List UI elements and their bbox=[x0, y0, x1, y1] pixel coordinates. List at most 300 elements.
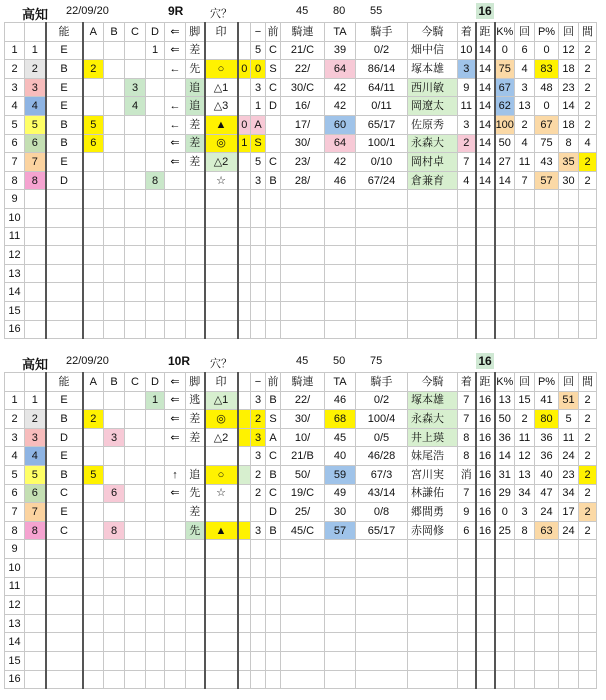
cell-noh: E bbox=[46, 97, 83, 116]
cell-kan bbox=[579, 596, 597, 615]
cell-kiren bbox=[281, 301, 325, 320]
cell-minus bbox=[251, 614, 266, 633]
column-header: 騎連 bbox=[281, 373, 325, 392]
cell-ima bbox=[408, 577, 458, 596]
cell-b bbox=[104, 115, 125, 134]
cell-waku: 1 bbox=[25, 41, 46, 60]
cell-chaku: 3 bbox=[458, 115, 476, 134]
cell-kai bbox=[515, 596, 535, 615]
cell-kyaku: 差 bbox=[186, 115, 205, 134]
cell-mark: 0 bbox=[238, 115, 251, 134]
cell-mark bbox=[238, 171, 251, 190]
cell-a bbox=[83, 391, 104, 410]
cell-kyaku bbox=[186, 227, 205, 246]
cell-minus: 0 bbox=[251, 60, 266, 79]
cell-kyaku bbox=[186, 447, 205, 466]
cell-kishu: 100/4 bbox=[356, 410, 408, 429]
cell-minus bbox=[251, 320, 266, 339]
cell-mae: C bbox=[266, 78, 281, 97]
cell-no: 16 bbox=[5, 670, 25, 689]
cell-shirushi bbox=[205, 596, 238, 615]
cell-kai bbox=[515, 246, 535, 265]
cell-kan bbox=[579, 651, 597, 670]
race-place: 高知 bbox=[22, 7, 49, 22]
cell-a bbox=[83, 503, 104, 522]
cell-noh bbox=[46, 246, 83, 265]
column-header: 回 bbox=[515, 23, 535, 42]
cell-kishu: 65/17 bbox=[356, 115, 408, 134]
cell-ta: 57 bbox=[325, 521, 356, 540]
column-header: 距 bbox=[476, 373, 495, 392]
cell-pp bbox=[535, 301, 559, 320]
cell-b bbox=[104, 171, 125, 190]
cell-kai2: 24 bbox=[559, 521, 579, 540]
cell-kai: 13 bbox=[515, 465, 535, 484]
cell-c bbox=[125, 171, 146, 190]
cell-pp bbox=[535, 577, 559, 596]
cell-d bbox=[146, 651, 165, 670]
cell-mark bbox=[238, 301, 251, 320]
race-race: 10R bbox=[168, 354, 191, 368]
cell-kishu: 0/5 bbox=[356, 428, 408, 447]
cell-shirushi bbox=[205, 301, 238, 320]
cell-d: 1 bbox=[146, 391, 165, 410]
cell-mark bbox=[238, 190, 251, 209]
cell-noh: B bbox=[46, 60, 83, 79]
cell-kyaku: 追 bbox=[186, 97, 205, 116]
cell-kai bbox=[515, 577, 535, 596]
cell-waku bbox=[25, 190, 46, 209]
cell-minus: 5 bbox=[251, 41, 266, 60]
cell-waku bbox=[25, 264, 46, 283]
cell-kai2 bbox=[559, 577, 579, 596]
cell-kp bbox=[495, 227, 515, 246]
column-header: B bbox=[104, 23, 125, 42]
cell-kiren: 28/ bbox=[281, 171, 325, 190]
cell-waku bbox=[25, 540, 46, 559]
cell-kai2 bbox=[559, 246, 579, 265]
cell-kyori bbox=[476, 633, 495, 652]
cell-kai2 bbox=[559, 283, 579, 302]
cell-pp: 75 bbox=[535, 134, 559, 153]
cell-mark: 0 bbox=[238, 60, 251, 79]
cell-pp: 40 bbox=[535, 465, 559, 484]
cell-kan: 2 bbox=[579, 521, 597, 540]
cell-waku: 5 bbox=[25, 115, 46, 134]
cell-ta: 42 bbox=[325, 153, 356, 172]
cell-minus bbox=[251, 503, 266, 522]
cell-c bbox=[125, 633, 146, 652]
cell-no: 10 bbox=[5, 558, 25, 577]
cell-waku bbox=[25, 651, 46, 670]
cell-d bbox=[146, 153, 165, 172]
cell-mae bbox=[266, 190, 281, 209]
cell-pp bbox=[535, 596, 559, 615]
cell-kyaku: 差 bbox=[186, 153, 205, 172]
cell-noh bbox=[46, 670, 83, 689]
cell-kishu: 46/28 bbox=[356, 447, 408, 466]
cell-b bbox=[104, 320, 125, 339]
cell-d bbox=[146, 227, 165, 246]
cell-chaku bbox=[458, 227, 476, 246]
cell-c: 3 bbox=[125, 78, 146, 97]
cell-a bbox=[83, 596, 104, 615]
cell-noh: E bbox=[46, 391, 83, 410]
cell-a bbox=[83, 171, 104, 190]
cell-d bbox=[146, 320, 165, 339]
column-header: 距 bbox=[476, 23, 495, 42]
cell-kai2: 11 bbox=[559, 428, 579, 447]
cell-c bbox=[125, 484, 146, 503]
cell-pp: 36 bbox=[535, 428, 559, 447]
cell-shirushi: △1 bbox=[205, 391, 238, 410]
cell-kyori bbox=[476, 614, 495, 633]
column-header: 騎手 bbox=[356, 373, 408, 392]
cell-mae bbox=[266, 558, 281, 577]
race-date: 22/09/20 bbox=[66, 5, 109, 17]
cell-ima bbox=[408, 596, 458, 615]
cell-no: 14 bbox=[5, 283, 25, 302]
cell-kiren bbox=[281, 246, 325, 265]
cell-mae bbox=[266, 320, 281, 339]
cell-pp: 48 bbox=[535, 78, 559, 97]
cell-waku bbox=[25, 283, 46, 302]
cell-kiren: 21/C bbox=[281, 41, 325, 60]
cell-no: 7 bbox=[5, 153, 25, 172]
cell-a bbox=[83, 320, 104, 339]
cell-noh bbox=[46, 596, 83, 615]
table-row bbox=[5, 227, 597, 246]
cell-kai2: 8 bbox=[559, 134, 579, 153]
cell-mark bbox=[238, 540, 251, 559]
cell-chaku bbox=[458, 264, 476, 283]
table-header-row bbox=[5, 23, 597, 42]
cell-ta: 30 bbox=[325, 503, 356, 522]
table-row bbox=[5, 78, 597, 97]
cell-kai bbox=[515, 227, 535, 246]
cell-kyaku bbox=[186, 320, 205, 339]
column-header: 間 bbox=[579, 373, 597, 392]
cell-waku: 4 bbox=[25, 447, 46, 466]
cell-minus bbox=[251, 246, 266, 265]
cell-shirushi bbox=[205, 227, 238, 246]
cell-mark bbox=[238, 614, 251, 633]
cell-a bbox=[83, 447, 104, 466]
cell-kishu: 0/10 bbox=[356, 153, 408, 172]
cell-ta: 64 bbox=[325, 60, 356, 79]
cell-ta bbox=[325, 651, 356, 670]
cell-b bbox=[104, 78, 125, 97]
race-header bbox=[0, 350, 606, 372]
cell-waku bbox=[25, 301, 46, 320]
cell-c bbox=[125, 391, 146, 410]
cell-kyaku: 差 bbox=[186, 410, 205, 429]
cell-kp: 13 bbox=[495, 391, 515, 410]
cell-noh: B bbox=[46, 115, 83, 134]
cell-no: 3 bbox=[5, 78, 25, 97]
cell-b bbox=[104, 651, 125, 670]
cell-mark: 1 bbox=[238, 134, 251, 153]
column-header: 前 bbox=[266, 23, 281, 42]
cell-ima bbox=[408, 246, 458, 265]
cell-kyori: 16 bbox=[476, 503, 495, 522]
cell-d bbox=[146, 633, 165, 652]
cell-ta bbox=[325, 670, 356, 689]
cell-noh: E bbox=[46, 447, 83, 466]
cell-kai bbox=[515, 633, 535, 652]
cell-b bbox=[104, 283, 125, 302]
cell-kai: 4 bbox=[515, 134, 535, 153]
cell-mae: B bbox=[266, 465, 281, 484]
cell-pp: 63 bbox=[535, 521, 559, 540]
cell-kai: 6 bbox=[515, 41, 535, 60]
column-header: A bbox=[83, 373, 104, 392]
cell-waku bbox=[25, 227, 46, 246]
cell-noh bbox=[46, 283, 83, 302]
cell-waku bbox=[25, 614, 46, 633]
cell-c bbox=[125, 558, 146, 577]
cell-kp bbox=[495, 264, 515, 283]
column-header: TA bbox=[325, 23, 356, 42]
cell-noh: E bbox=[46, 78, 83, 97]
cell-a bbox=[83, 484, 104, 503]
cell-ima bbox=[408, 558, 458, 577]
cell-arrow bbox=[165, 320, 186, 339]
cell-mae bbox=[266, 670, 281, 689]
cell-a bbox=[83, 41, 104, 60]
cell-kp: 31 bbox=[495, 465, 515, 484]
cell-kan bbox=[579, 264, 597, 283]
cell-arrow bbox=[165, 577, 186, 596]
cell-mae: A bbox=[266, 428, 281, 447]
column-header: ⇐ bbox=[165, 23, 186, 42]
cell-noh bbox=[46, 633, 83, 652]
race-date: 22/09/20 bbox=[66, 355, 109, 367]
cell-kyori bbox=[476, 558, 495, 577]
cell-a bbox=[83, 190, 104, 209]
cell-waku bbox=[25, 208, 46, 227]
cell-kishu bbox=[356, 651, 408, 670]
cell-waku: 7 bbox=[25, 153, 46, 172]
cell-kiren bbox=[281, 320, 325, 339]
race-race: 9R bbox=[168, 4, 184, 18]
cell-chaku bbox=[458, 614, 476, 633]
cell-minus: 2 bbox=[251, 465, 266, 484]
cell-kishu: 0/11 bbox=[356, 97, 408, 116]
cell-b bbox=[104, 60, 125, 79]
cell-shirushi bbox=[205, 614, 238, 633]
table-row bbox=[5, 283, 597, 302]
cell-ima: 西川敏 bbox=[408, 78, 458, 97]
cell-noh: E bbox=[46, 503, 83, 522]
cell-kai bbox=[515, 540, 535, 559]
cell-kishu bbox=[356, 283, 408, 302]
cell-kai2 bbox=[559, 596, 579, 615]
cell-minus bbox=[251, 227, 266, 246]
cell-ta: 46 bbox=[325, 171, 356, 190]
cell-pp bbox=[535, 540, 559, 559]
cell-a bbox=[83, 651, 104, 670]
cell-no: 6 bbox=[5, 134, 25, 153]
column-header: K% bbox=[495, 23, 515, 42]
cell-ima bbox=[408, 208, 458, 227]
cell-pp bbox=[535, 633, 559, 652]
cell-kishu: 67/24 bbox=[356, 171, 408, 190]
cell-no: 13 bbox=[5, 264, 25, 283]
cell-d bbox=[146, 97, 165, 116]
cell-kyaku bbox=[186, 171, 205, 190]
cell-a bbox=[83, 264, 104, 283]
table-row bbox=[5, 596, 597, 615]
cell-ta bbox=[325, 540, 356, 559]
column-header: A bbox=[83, 23, 104, 42]
cell-c bbox=[125, 115, 146, 134]
cell-kyori: 14 bbox=[476, 78, 495, 97]
cell-d bbox=[146, 301, 165, 320]
cell-chaku bbox=[458, 633, 476, 652]
column-header: ⇐ bbox=[165, 373, 186, 392]
cell-minus bbox=[251, 670, 266, 689]
cell-kishu: 0/8 bbox=[356, 503, 408, 522]
cell-minus bbox=[251, 190, 266, 209]
cell-kyaku: 先 bbox=[186, 60, 205, 79]
cell-arrow: ⇐ bbox=[165, 484, 186, 503]
cell-kai: 12 bbox=[515, 447, 535, 466]
cell-ima: 畑中信 bbox=[408, 41, 458, 60]
cell-kyori: 16 bbox=[476, 484, 495, 503]
cell-waku: 6 bbox=[25, 484, 46, 503]
cell-arrow bbox=[165, 614, 186, 633]
cell-shirushi bbox=[205, 264, 238, 283]
cell-d bbox=[146, 428, 165, 447]
cell-kp: 14 bbox=[495, 447, 515, 466]
cell-chaku: 7 bbox=[458, 410, 476, 429]
cell-kyori bbox=[476, 264, 495, 283]
cell-pp bbox=[535, 651, 559, 670]
cell-kyori: 16 bbox=[476, 410, 495, 429]
race-n1: 45 bbox=[296, 5, 309, 17]
cell-pp: 36 bbox=[535, 447, 559, 466]
cell-arrow bbox=[165, 503, 186, 522]
cell-ta bbox=[325, 283, 356, 302]
cell-arrow: ← bbox=[165, 97, 186, 116]
cell-arrow: ⇐ bbox=[165, 391, 186, 410]
cell-mark bbox=[238, 558, 251, 577]
cell-arrow bbox=[165, 670, 186, 689]
table-row bbox=[5, 484, 597, 503]
table-row bbox=[5, 465, 597, 484]
cell-mark bbox=[238, 391, 251, 410]
cell-c bbox=[125, 465, 146, 484]
cell-ta: 49 bbox=[325, 484, 356, 503]
cell-kai bbox=[515, 301, 535, 320]
cell-ima: 井上瑛 bbox=[408, 428, 458, 447]
cell-noh bbox=[46, 614, 83, 633]
cell-ima bbox=[408, 651, 458, 670]
cell-kiren bbox=[281, 208, 325, 227]
cell-minus: 3 bbox=[251, 78, 266, 97]
cell-ima: 妹尾浩 bbox=[408, 447, 458, 466]
cell-kai2: 14 bbox=[559, 97, 579, 116]
table-row bbox=[5, 558, 597, 577]
cell-kyaku: 先 bbox=[186, 484, 205, 503]
cell-a bbox=[83, 97, 104, 116]
cell-d bbox=[146, 246, 165, 265]
race-n3: 55 bbox=[370, 5, 383, 17]
cell-kai: 7 bbox=[515, 171, 535, 190]
table-header-row bbox=[5, 373, 597, 392]
cell-kyaku bbox=[186, 670, 205, 689]
cell-shirushi: ○ bbox=[205, 465, 238, 484]
cell-shirushi: ▲ bbox=[205, 115, 238, 134]
cell-chaku bbox=[458, 246, 476, 265]
cell-a bbox=[83, 521, 104, 540]
cell-d bbox=[146, 670, 165, 689]
cell-kishu bbox=[356, 540, 408, 559]
cell-d bbox=[146, 283, 165, 302]
column-header: 着 bbox=[458, 23, 476, 42]
cell-kan: 2 bbox=[579, 503, 597, 522]
cell-kai: 11 bbox=[515, 153, 535, 172]
cell-d bbox=[146, 115, 165, 134]
cell-kishu: 64/11 bbox=[356, 78, 408, 97]
table-row bbox=[5, 134, 597, 153]
cell-kyaku bbox=[186, 596, 205, 615]
cell-kyaku bbox=[186, 558, 205, 577]
cell-pp bbox=[535, 283, 559, 302]
cell-c bbox=[125, 208, 146, 227]
cell-waku bbox=[25, 558, 46, 577]
cell-kai2 bbox=[559, 320, 579, 339]
cell-shirushi: ☆ bbox=[205, 484, 238, 503]
cell-b bbox=[104, 190, 125, 209]
cell-shirushi bbox=[205, 246, 238, 265]
table-row bbox=[5, 97, 597, 116]
cell-kiren bbox=[281, 264, 325, 283]
cell-b bbox=[104, 264, 125, 283]
cell-d bbox=[146, 577, 165, 596]
cell-kp bbox=[495, 190, 515, 209]
column-header: P% bbox=[535, 23, 559, 42]
cell-mae: D bbox=[266, 503, 281, 522]
cell-kan bbox=[579, 614, 597, 633]
cell-kai2 bbox=[559, 651, 579, 670]
cell-kiren bbox=[281, 227, 325, 246]
column-header: 回 bbox=[515, 373, 535, 392]
cell-b bbox=[104, 153, 125, 172]
cell-mark bbox=[238, 41, 251, 60]
cell-b bbox=[104, 558, 125, 577]
cell-ima: 岡遼太 bbox=[408, 97, 458, 116]
cell-kiren bbox=[281, 190, 325, 209]
cell-kai2: 51 bbox=[559, 391, 579, 410]
cell-kan bbox=[579, 670, 597, 689]
cell-chaku: 消 bbox=[458, 465, 476, 484]
cell-shirushi bbox=[205, 320, 238, 339]
cell-mae bbox=[266, 651, 281, 670]
cell-chaku bbox=[458, 558, 476, 577]
cell-shirushi: ○ bbox=[205, 60, 238, 79]
cell-kp bbox=[495, 577, 515, 596]
cell-kai2: 23 bbox=[559, 465, 579, 484]
cell-kai bbox=[515, 208, 535, 227]
column-header: − bbox=[251, 373, 266, 392]
cell-a: 2 bbox=[83, 410, 104, 429]
cell-mae: S bbox=[266, 410, 281, 429]
cell-kishu bbox=[356, 190, 408, 209]
cell-kp bbox=[495, 283, 515, 302]
cell-shirushi bbox=[205, 283, 238, 302]
